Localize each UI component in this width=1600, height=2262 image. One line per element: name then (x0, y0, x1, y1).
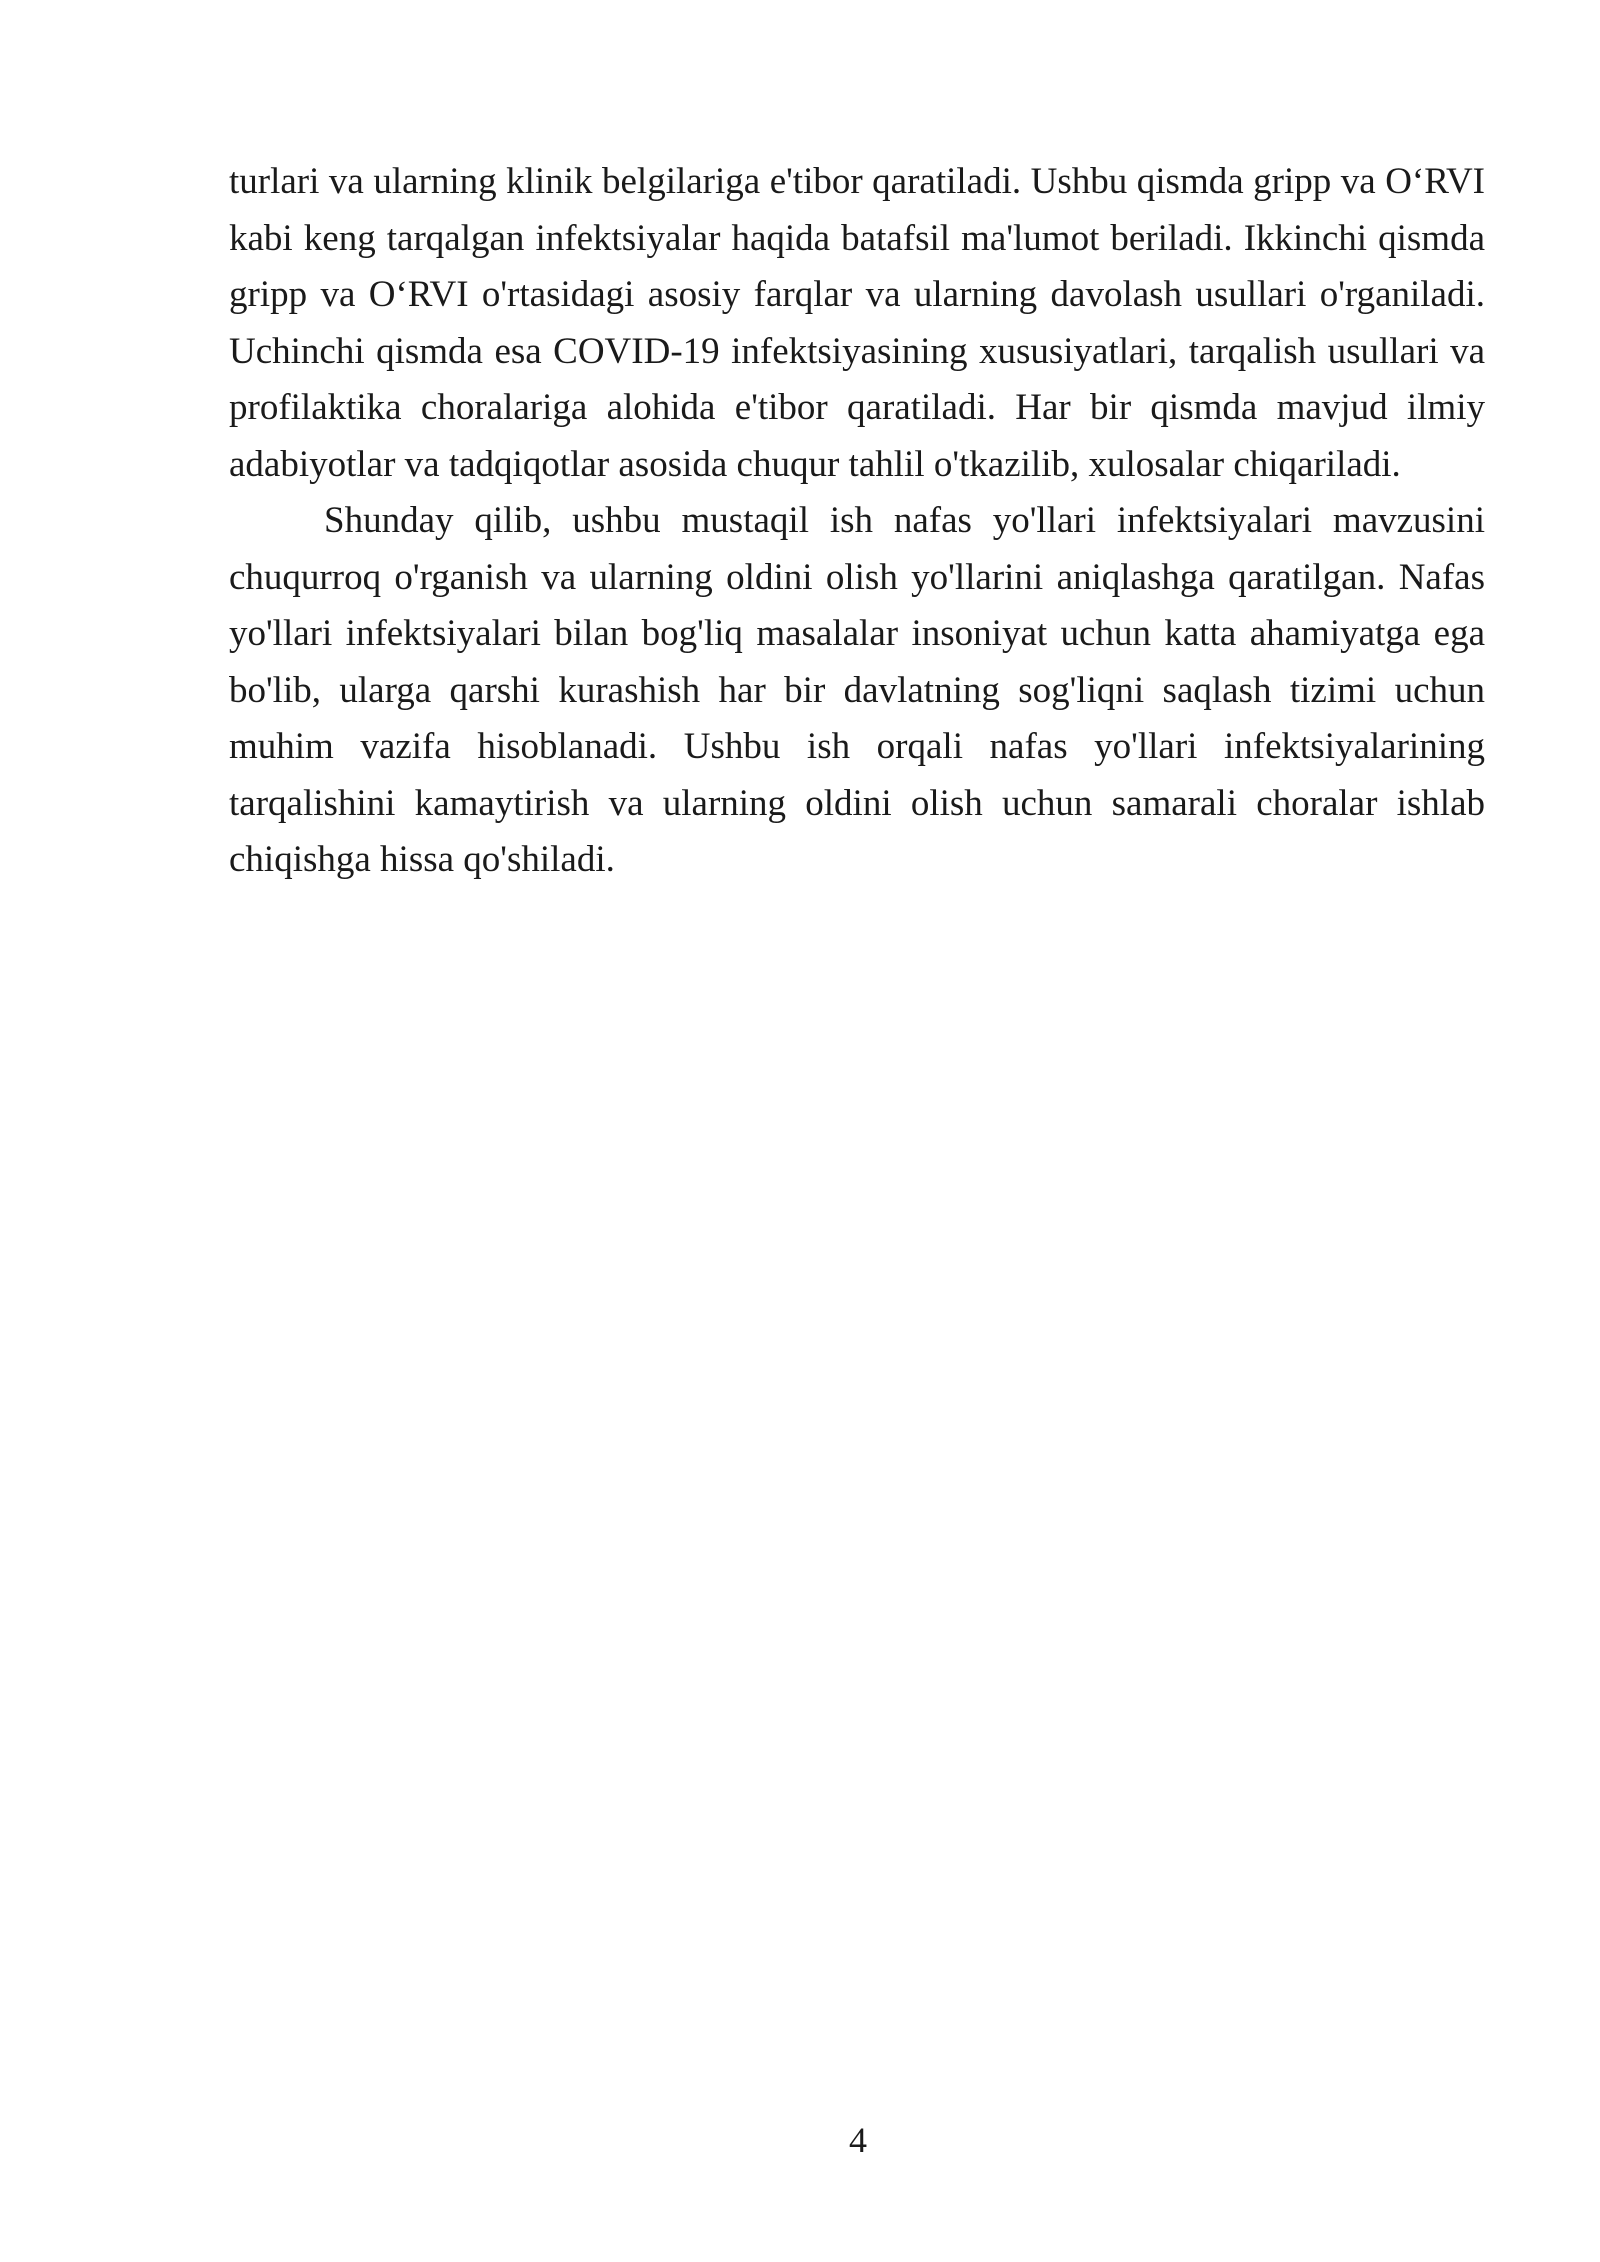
paragraph-conclusion: Shunday qilib, ushbu mustaqil ish nafas yo'llari infektsiyalari mavzusini chuqurroq o'rganish va ularning oldini olish yo'llarini aniqlashga qaratilgan. Nafas yo'llari infektsiyalari bilan bog'liq masalalar insoniyat uchun katta ahamiyatga ega bo'lib, ularga qarshi kurashish har bir davlatning sog'liqni saqlash tizimi uchun muhim vazifa hisoblanadi. Ushbu ish orqali nafas yo'llari infektsiyalarining tarqalishini kamaytirish va ularning oldini olish uchun samarali choralar ishlab chiqishga hissa qo'shiladi. (229, 500, 1485, 880)
page-number: 4 (849, 2120, 867, 2160)
body-text (229, 154, 1485, 889)
paragraph-continuation: turlari va ularning klinik belgilariga e'tibor qaratiladi. Ushbu qismda gripp va O‘RVI kabi keng tarqalgan infektsiyalar haqida batafsil ma'lumot beriladi. Ikkinchi qismda gripp va O‘RVI o'rtasidagi asosiy farqlar va ularning davolash usullari o'rganiladi. Uchinchi qismda esa COVID-19 infektsiyasining xususiyatlari, tarqalish usullari va profilaktika choralariga alohida e'tibor qaratiladi. Har bir qismda mavjud ilmiy adabiyotlar va tadqiqotlar asosida chuqur tahlil o'tkazilib, xulosalar chiqariladi. (229, 161, 1485, 485)
